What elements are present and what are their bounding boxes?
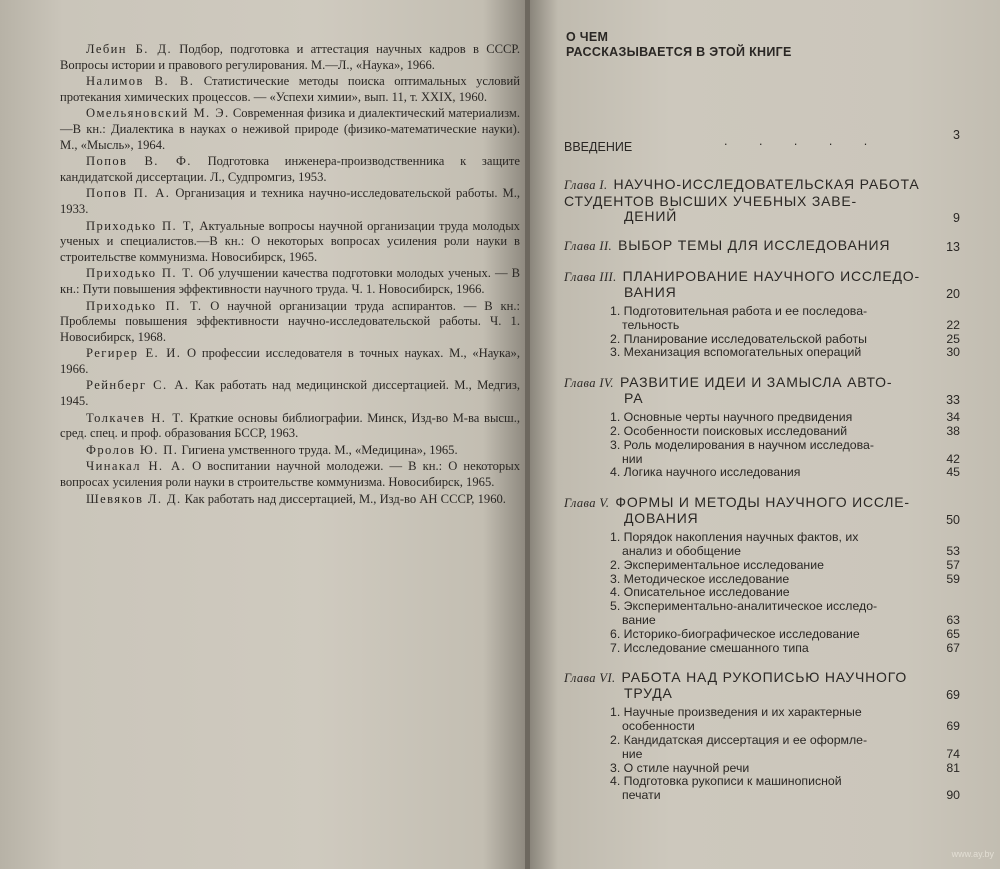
toc-chapter-title-cont: ДОВАНИЯ: [624, 510, 699, 527]
toc-chapter-title: НАУЧНО-ИССЛЕДОВАТЕЛЬСКАЯ РАБОТА СТУДЕНТОВ ВЫСШИХ УЧЕБНЫХ ЗАВЕ-: [564, 176, 920, 209]
toc-chapter-page: 33: [946, 393, 960, 408]
bibliography-text: Краткие основы библиографии. Минск, Изд-во М-ва высш., сред. спец. и проф. образования БССР, 1963.: [60, 410, 520, 441]
contents-heading: [566, 30, 792, 60]
right-page: [530, 0, 1000, 869]
bibliography-author: Попов П. А.: [86, 186, 171, 201]
bibliography-author: Приходько П. Т.: [86, 298, 203, 313]
toc-chapter: [564, 494, 960, 655]
toc-chapter-title-cont: ДЕНИЙ: [624, 208, 678, 224]
toc-intro-dots: . . . . .: [724, 134, 882, 148]
toc-chapter-number: Глава III.: [564, 270, 617, 284]
toc-section: [610, 305, 960, 333]
toc-chapter: [564, 237, 960, 254]
bibliography-entry: [60, 266, 520, 297]
toc-section-title: 7. Исследование смешанного типа: [610, 640, 809, 655]
toc-chapter-page: 13: [946, 240, 960, 254]
toc-section: [610, 775, 960, 803]
toc-section-title-cont: нии: [622, 451, 643, 466]
toc-section-page: 53: [946, 543, 960, 558]
toc-chapter-heading: [564, 669, 960, 703]
toc-section-title: 3. Методическое исследование: [610, 571, 790, 586]
toc-chapter-number: Глава I.: [564, 178, 608, 192]
toc-chapter-title: ПЛАНИРОВАНИЕ НАУЧНОГО ИССЛЕДО-: [622, 268, 920, 284]
toc-section: [610, 734, 960, 762]
toc-section-title: 1. Научные произведения и их характерные: [610, 705, 862, 720]
toc-chapter-title: РАЗВИТИЕ ИДЕИ И ЗАМЫСЛА АВТО-: [619, 374, 893, 391]
toc-section-list: [564, 706, 960, 803]
toc-section-title-cont: особенности: [622, 719, 695, 734]
bibliography-text: О воспитании научной молодежи. — В кн.: О некоторых вопросах усиления роли науки в строительстве коммунизма. Новосибирск, 1965.: [60, 459, 520, 490]
toc-chapter: [564, 268, 960, 360]
bibliography-author: Налимов В. В.: [86, 74, 195, 89]
bibliography-entry: [60, 346, 520, 377]
toc-section-title: 1. Основные черты научного предвидения: [610, 410, 853, 425]
toc-section-page: 74: [946, 746, 960, 761]
bibliography-author: Приходько П. Т,: [86, 218, 196, 233]
toc-section-title-cont: печати: [622, 788, 661, 803]
bibliography-author: Толкачев Н. Т.: [86, 410, 185, 425]
toc-section-page: 90: [946, 788, 960, 803]
bibliography-entry: [60, 492, 520, 508]
bibliography-text: Гигиена умственного труда. М., «Медицина», 1965.: [181, 442, 458, 457]
toc-section: [610, 531, 960, 559]
toc-section-list: [564, 305, 960, 360]
bibliography-author: Шевяков Л. Д.: [86, 491, 182, 506]
contents-heading-line2: РАССКАЗЫВАЕТСЯ В ЭТОЙ КНИГЕ: [566, 45, 792, 59]
toc-chapter-title-cont: ТРУДА: [624, 685, 673, 702]
bibliography-text: О научной организации труда аспирантов. — В кн.: Проблемы повышения эффективности научно-исследовательской работы. Ч. 1. Новосибирск, 1968.: [60, 298, 520, 344]
bibliography-author: Попов В. Ф.: [86, 154, 192, 169]
toc-section-title: 4. Логика научного исследования: [610, 465, 801, 480]
toc-section: [610, 466, 960, 480]
bibliography-text: Статистические методы поиска оптимальных условий протекания химических процессов. — «Успехи химии», вып. 11, т. XXIX, 1960.: [60, 74, 520, 104]
bibliography-text: Организация и техника научно-исследовательской работы. М., 1933.: [60, 186, 520, 216]
bibliography-entry: [60, 186, 520, 217]
toc-intro-label: ВВЕДЕНИЕ: [564, 140, 633, 154]
bibliography-entry: [60, 411, 520, 442]
toc-chapter-page: 20: [946, 287, 960, 301]
toc-chapter: [564, 176, 960, 223]
toc-chapter-page: 50: [946, 513, 960, 528]
toc-section-title: 4. Описательное исследование: [610, 585, 790, 600]
toc-section-page: 67: [946, 640, 960, 655]
toc-chapter: [564, 669, 960, 803]
toc-chapter-heading: [564, 374, 960, 408]
toc-chapter-title: РАБОТА НАД РУКОПИСЬЮ НАУЧНОГО: [621, 669, 908, 686]
toc-section-page: 38: [946, 423, 960, 438]
bibliography-author: Фролов Ю. П.: [86, 442, 179, 457]
toc-section-title: 1. Подготовительная работа и ее последова-: [610, 304, 868, 318]
toc-section-title: 5. Экспериментально-аналитическое исследо-: [610, 599, 878, 614]
bibliography-list: [60, 42, 520, 508]
toc-section-page: 22: [946, 317, 960, 332]
toc-section-title-cont: ние: [622, 746, 643, 761]
toc-section-page: 34: [946, 410, 960, 425]
toc-section-title: 2. Экспериментальное исследование: [610, 557, 824, 572]
toc-section-page: 69: [946, 719, 960, 734]
toc-section-page: 65: [946, 626, 960, 641]
bibliography-entry: [60, 42, 520, 73]
toc-section-page: 63: [946, 612, 960, 627]
toc-section: [610, 600, 960, 628]
bibliography-text: Как работать над медицинской диссертацией. М., Медгиз, 1945.: [60, 378, 520, 409]
bibliography-author: Приходько П. Т.: [86, 266, 195, 281]
toc-intro: [564, 128, 960, 162]
toc-section-title-cont: вание: [622, 612, 656, 627]
toc-section-page: 30: [946, 345, 960, 360]
bibliography-text: О профессии исследователя в точных науках. М., «Наука», 1966.: [60, 346, 520, 376]
toc-section: [610, 439, 960, 467]
toc-section-title: 1. Порядок накопления научных фактов, их: [610, 530, 859, 545]
toc-chapter-heading: [564, 268, 960, 299]
toc-section-page: 45: [946, 465, 960, 480]
bibliography-text: Современная физика и диалектический материализм.—В кн.: Диалектика в науках о неживой природе (физико-математические науки). М., «Мысль», 1964.: [60, 106, 520, 152]
toc-section: [610, 573, 960, 587]
toc-chapter-page: 69: [946, 688, 960, 703]
bibliography-text: Подбор, подготовка и аттестация научных кадров в СССР. Вопросы истории и правового регулирования. М.—Л., «Наука», 1966.: [60, 42, 520, 72]
toc-section-title: 2. Кандидатская диссертация и ее оформле-: [610, 732, 868, 747]
toc-section-title: 2. Планирование исследовательской работы: [610, 331, 867, 346]
toc-chapter-title: ВЫБОР ТЕМЫ ДЛЯ ИССЛЕДОВАНИЯ: [618, 237, 891, 253]
toc-section: [610, 762, 960, 776]
toc-section-title: 4. Подготовка рукописи к машинописной: [610, 774, 842, 789]
bibliography-text: Подготовка инженера-производственника к защите кандидатской диссертации. Л., Судпромгиз, 1953.: [60, 154, 521, 184]
bibliography-text: Актуальные вопросы научной организации труда молодых ученых и специалистов.—В кн.: О некоторых вопросах усиления роли науки в строительстве коммунизма. Новосибирск, 1965.: [60, 218, 520, 264]
bibliography-entry: [60, 154, 520, 185]
bibliography-author: Чинакал Н. А.: [86, 459, 186, 474]
toc-section-list: [564, 531, 960, 655]
toc-section: [610, 642, 960, 656]
bibliography-text: Об улучшении качества подготовки молодых ученых. — В кн.: Пути повышения эффективности научного труда. Ч. 1. Новосибирск, 1966.: [60, 266, 520, 296]
toc-section-page: 42: [946, 451, 960, 466]
bibliography-author: Лебин Б. Д.: [86, 42, 173, 56]
bibliography-entry: [60, 106, 520, 153]
bibliography-entry: [60, 219, 520, 266]
toc-chapter-number: Глава IV.: [564, 376, 614, 391]
watermark: www.ay.by: [951, 849, 994, 859]
toc-section: [610, 586, 960, 600]
toc-section: [610, 411, 960, 425]
bibliography-entry: [60, 74, 520, 105]
toc-section-page: 59: [946, 571, 960, 586]
bibliography-entry: [60, 443, 520, 459]
toc-section-page: 57: [946, 557, 960, 572]
toc-section-title: 3. О стиле научной речи: [610, 760, 750, 775]
toc-section: [610, 628, 960, 642]
toc-section: [610, 333, 960, 347]
toc-chapter-title-cont: РА: [624, 390, 644, 407]
bibliography-entry: [60, 459, 520, 490]
toc-chapter-number: Глава VI.: [564, 671, 616, 686]
toc-chapter-title: ФОРМЫ И МЕТОДЫ НАУЧНОГО ИССЛЕ-: [615, 494, 910, 511]
toc-section-list: [564, 411, 960, 480]
toc-section-page: 81: [946, 760, 960, 775]
toc-section-title: 2. Особенности поисковых исследований: [610, 423, 848, 438]
toc-section-title: 3. Роль моделирования в научном исследова-: [610, 437, 874, 452]
toc-chapter-page: 9: [953, 211, 960, 225]
bibliography-entry: [60, 378, 520, 409]
toc-chapter-number: Глава II.: [564, 239, 613, 253]
toc-section: [610, 706, 960, 734]
toc-section-title: 6. Историко-биографическое исследование: [610, 626, 860, 641]
bibliography-author: Рейнберг С. А.: [86, 378, 190, 393]
toc-section: [610, 425, 960, 439]
bibliography-author: Регирер Е. И.: [86, 346, 182, 361]
toc-section-page: 25: [946, 331, 960, 346]
toc-intro-page: 3: [953, 128, 960, 142]
toc-section: [610, 346, 960, 360]
toc-chapter-heading: [564, 237, 960, 254]
table-of-contents: [564, 128, 960, 803]
toc-chapter-number: Глава V.: [564, 496, 610, 511]
toc-chapter-heading: [564, 494, 960, 528]
toc-section-title-cont: анализ и обобщение: [622, 543, 741, 558]
toc-chapter-title-cont: ВАНИЯ: [624, 284, 677, 300]
toc-section: [610, 559, 960, 573]
toc-section-title: 3. Механизация вспомогательных операций: [610, 345, 862, 360]
toc-chapter-heading: [564, 176, 960, 223]
contents-heading-line1: О ЧЕМ: [566, 30, 609, 44]
toc-section-title-cont: тельность: [622, 317, 680, 332]
bibliography-author: Омельяновский М. Э.: [86, 106, 230, 121]
bibliography-text: Как работать над диссертацией, М., Изд-во АН СССР, 1960.: [184, 491, 506, 506]
bibliography-entry: [60, 299, 520, 346]
toc-chapter: [564, 374, 960, 480]
